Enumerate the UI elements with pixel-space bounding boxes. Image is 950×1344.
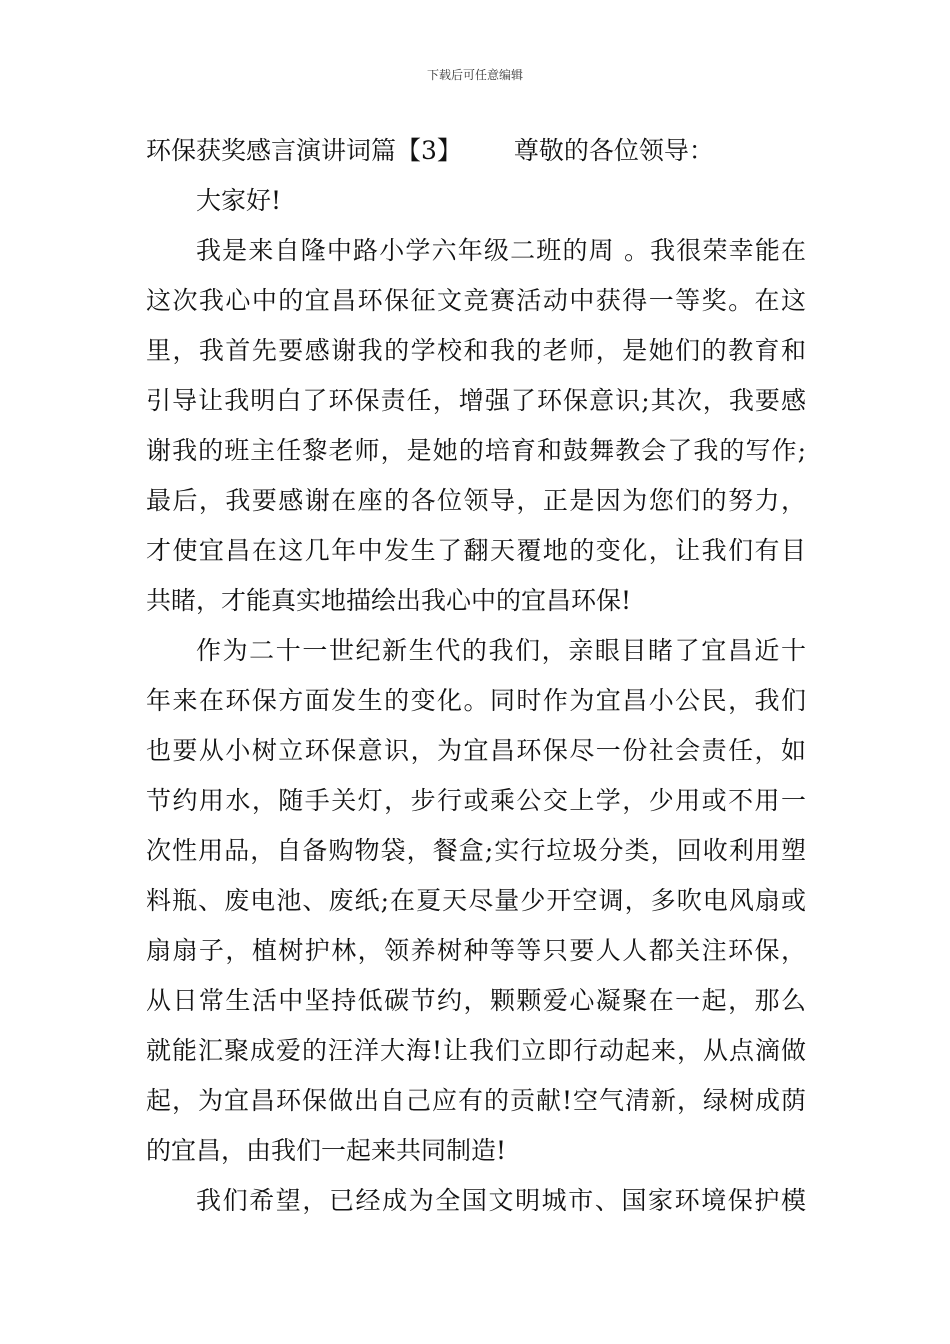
paragraph-line: 就能汇聚成爱的汪洋大海!让我们立即行动起来，从点滴做 [146, 1036, 806, 1065]
paragraph-line: 里，我首先要感谢我的学校和我的老师，是她们的教育和 [146, 336, 806, 365]
paragraph-line: 也要从小树立环保意识，为宜昌环保尽一份社会责任，如 [146, 736, 806, 765]
title-line [146, 126, 806, 176]
paragraph-line: 才使宜昌在这几年中发生了翻天覆地的变化，让我们有目 [146, 536, 806, 565]
paragraph-line: 这次我心中的宜昌环保征文竞赛活动中获得一等奖。在这 [146, 286, 806, 315]
salutation: 尊敬的各位领导： [513, 136, 714, 165]
paragraph-line: 我是来自隆中路小学六年级二班的周 。我很荣幸能在 [196, 236, 806, 265]
paragraph-line: 节约用水，随手关灯，步行或乘公交上学，少用或不用一 [146, 786, 806, 815]
paragraph-line: 最后，我要感谢在座的各位领导，正是因为您们的努力， [146, 486, 806, 515]
paragraph-line: 料瓶、废电池、废纸;在夏天尽量少开空调，多吹电风扇或 [146, 886, 806, 915]
paragraph-line: 起，为宜昌环保做出自己应有的贡献!空气清新，绿树成荫 [146, 1086, 806, 1115]
paragraph-line: 引导让我明白了环保责任，增强了环保意识;其次，我要感 [146, 386, 806, 415]
document-title: 环保获奖感言演讲词篇【3】 [146, 136, 462, 165]
paragraph-line: 次性用品，自备购物袋，餐盒;实行垃圾分类，回收利用塑 [146, 836, 806, 865]
greeting-line: 大家好! [196, 186, 282, 215]
header-note: 下载后可任意编辑 [426, 68, 523, 82]
paragraph-line: 共睹，才能真实地描绘出我心中的宜昌环保! [146, 586, 632, 615]
paragraph-line: 谢我的班主任黎老师，是她的培育和鼓舞教会了我的写作; [146, 436, 806, 465]
paragraph-line: 扇扇子，植树护林，领养树种等等只要人人都关注环保， [146, 936, 806, 965]
paragraph-line: 年来在环保方面发生的变化。同时作为宜昌小公民，我们 [146, 686, 806, 715]
document-body [146, 126, 806, 1226]
paragraph-line: 我们希望，已经成为全国文明城市、国家环境保护模 [196, 1186, 806, 1215]
paragraph-line: 的宜昌，由我们一起来共同制造! [146, 1136, 507, 1165]
paragraph-line: 作为二十一世纪新生代的我们，亲眼目睹了宜昌近十 [196, 636, 806, 665]
paragraph-line: 从日常生活中坚持低碳节约，颗颗爱心凝聚在一起，那么 [146, 986, 806, 1015]
